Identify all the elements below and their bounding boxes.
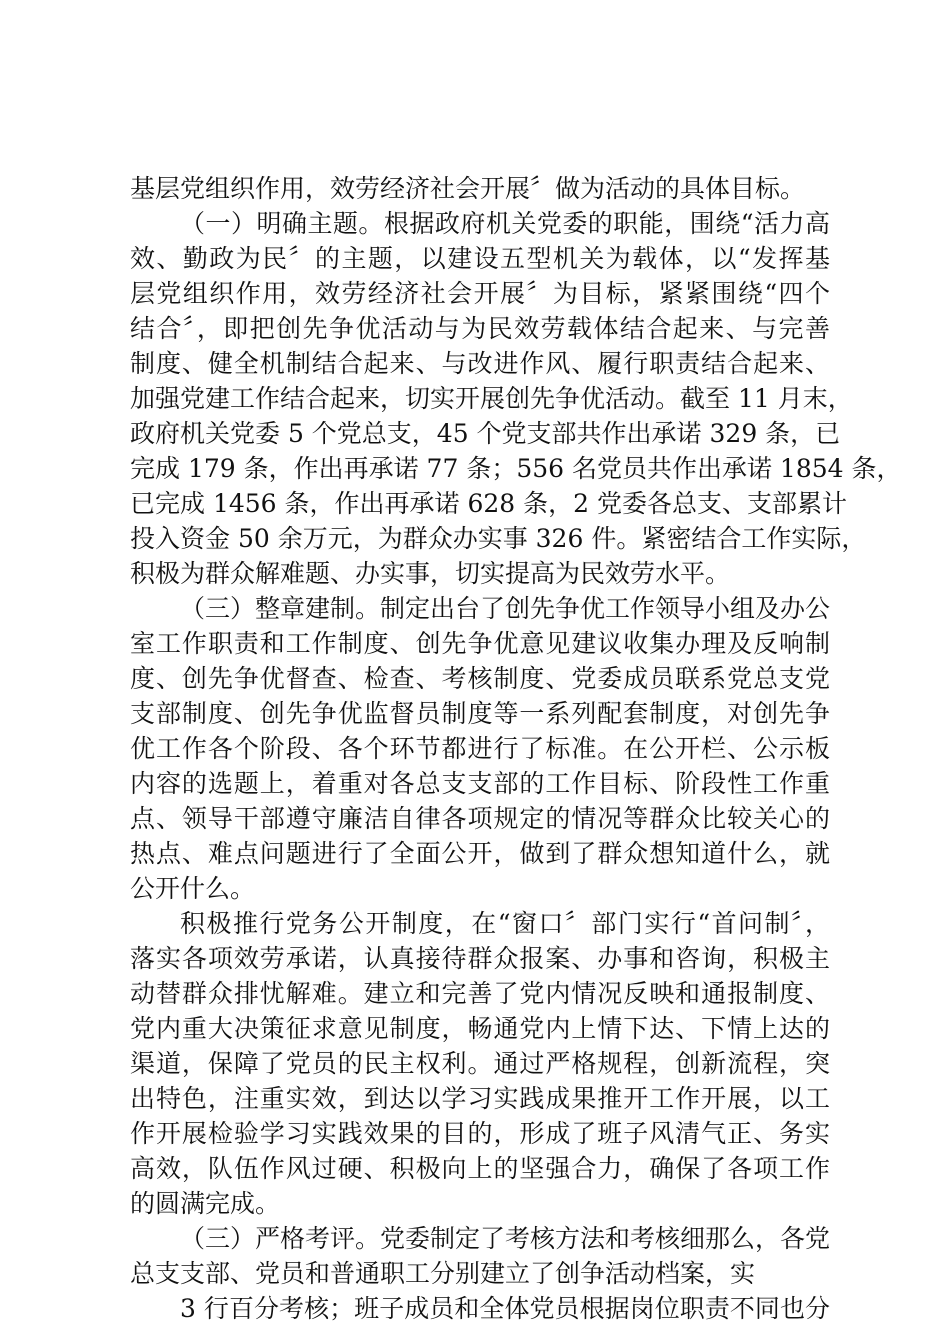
text-line: 热点、难点问题进行了全面公开，做到了群众想知道什么，就	[130, 839, 830, 868]
text-line: 3 行百分考核；班子成员和全体党员根据岗位职责不同也分	[180, 1294, 830, 1323]
text-line: 落实各项效劳承诺，认真接待群众报案、办事和咨询，积极主	[130, 944, 830, 973]
text-line: 作开展检验学习实践效果的目的，形成了班子风清气正、务实	[130, 1119, 830, 1148]
text-line: 渠道，保障了党员的民主权利。通过严格规程，创新流程，突	[130, 1049, 830, 1078]
text-line: 动替群众排忧解难。建立和完善了党内情况反映和通报制度、	[130, 979, 830, 1008]
text-line: 积极为群众解难题、办实事，切实提高为民效劳水平。	[130, 559, 731, 588]
text-line: 总支支部、党员和普通职工分别建立了创争活动档案，实	[130, 1259, 756, 1288]
text-line: 优工作各个阶段、各个环节都进行了标准。在公开栏、公示板	[130, 734, 830, 763]
text-line: 室工作职责和工作制度、创先争优意见建议收集办理及反响制	[130, 629, 830, 658]
text-line: 出特色，注重实效，到达以学习实践成果推开工作开展，以工	[130, 1084, 830, 1113]
text-line: 加强党建工作结合起来，切实开展创先争优活动。截至 11 月末，	[130, 384, 853, 413]
text-line: 效、勤政为民〞的主题，以建设五型机关为载体，以“发挥基	[130, 244, 830, 273]
text-line: 度、创先争优督查、检查、考核制度、党委成员联系党总支党	[130, 664, 830, 693]
text-line: 已完成 1456 条，作出再承诺 628 条，2 党委各总支、支部累计	[130, 489, 847, 518]
text-line: 政府机关党委 5 个党总支，45 个党支部共作出承诺 329 条，已	[130, 419, 841, 448]
text-line: 内容的选题上，着重对各总支支部的工作目标、阶段性工作重	[130, 769, 830, 798]
text-line: （三）整章建制。制定出台了创先争优工作领导小组及办公	[180, 594, 831, 623]
text-line: （一）明确主题。根据政府机关党委的职能，围绕“活力高	[180, 209, 830, 238]
text-line: 党内重大决策征求意见制度，畅通党内上情下达、下情上达的	[130, 1014, 830, 1043]
text-line: 支部制度、创先争优监督员制度等一系列配套制度，对创先争	[130, 699, 830, 728]
text-line: 的圆满完成。	[130, 1189, 281, 1218]
text-line: （三）严格考评。党委制定了考核方法和考核细那么，各党	[180, 1224, 831, 1253]
text-line: 投入资金 50 余万元，为群众办实事 326 件。紧密结合工作实际，	[130, 524, 867, 553]
document-body	[130, 171, 902, 1326]
text-line: 完成 179 条，作出再承诺 77 条；556 名党员共作出承诺 1854 条，	[130, 454, 902, 483]
text-line: 基层党组织作用，效劳经济社会开展〞做为活动的具体目标。	[130, 174, 806, 203]
text-line: 点、领导干部遵守廉洁自律各项规定的情况等群众比较关心的	[130, 804, 830, 833]
text-line: 制度、健全机制结合起来、与改进作风、履行职责结合起来、	[130, 349, 830, 378]
text-line: 公开什么。	[130, 874, 256, 903]
text-line: 积极推行党务公开制度，在“窗口〞部门实行“首问制〞，	[180, 909, 830, 938]
text-line: 层党组织作用，效劳经济社会开展〞为目标，紧紧围绕“四个	[130, 279, 830, 308]
text-line: 结合〞，即把创先争优活动与为民效劳载体结合起来、与完善	[130, 314, 830, 343]
text-line: 高效，队伍作风过硬、积极向上的坚强合力，确保了各项工作	[130, 1154, 830, 1183]
